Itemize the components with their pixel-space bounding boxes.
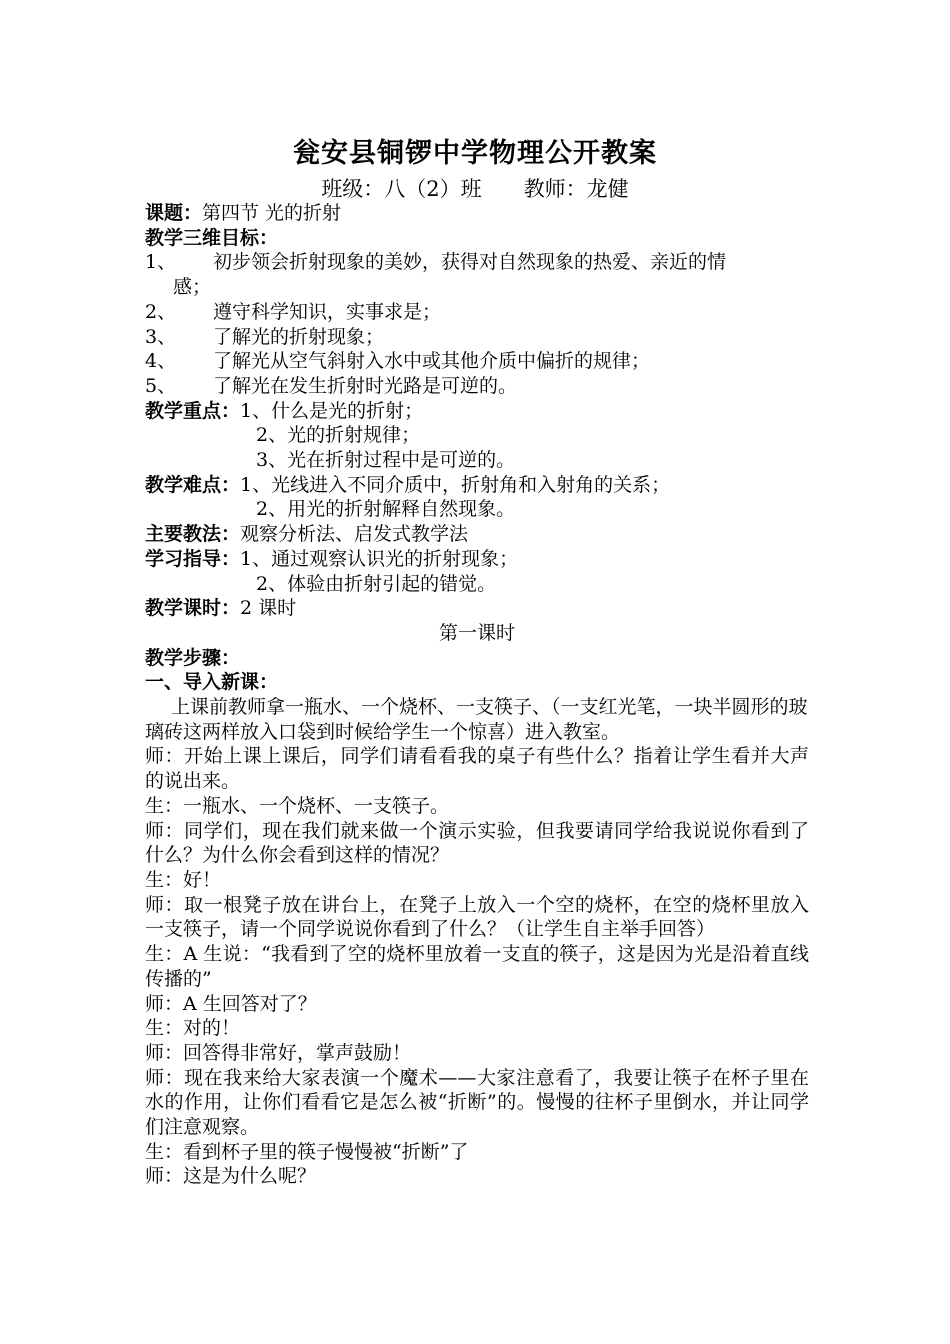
dialogue-line: 师：取一根凳子放在讲台上，在凳子上放入一个空的烧杯，在空的烧杯里放入一支筷子，请一个同学说说你看到了什么？（让学生自主举手回答）	[145, 893, 809, 941]
goal-item	[145, 250, 809, 275]
dialogue-line: 生：对的！	[145, 1017, 241, 1040]
dialogue-line: 师：回答得非常好，掌声鼓励！	[145, 1041, 412, 1064]
dialogue-line: 生：看到杯子里的筷子慢慢被“折断”了	[145, 1140, 469, 1163]
difficulty-item: 2、用光的折射解释自然现象。	[256, 498, 516, 521]
steps-heading: 教学步骤：	[145, 646, 241, 669]
dialogue-line: 生：一瓶水、一个烧杯、一支筷子。	[145, 794, 450, 817]
key-points-label: 教学重点：	[145, 399, 241, 422]
dialogue-line: 生：A 生说：“我看到了空的烧杯里放着一支直的筷子，这是因为光是沿着直线传播的”	[145, 943, 809, 990]
topic-label: 课题：	[145, 202, 203, 224]
hours-value: 2 课时	[240, 597, 297, 620]
goals-heading: 教学三维目标：	[145, 226, 279, 249]
methods-line	[145, 522, 809, 547]
goal-number: 4、	[145, 350, 177, 373]
dialogue-line: 生：好！	[145, 868, 222, 891]
goal-number: 1、	[145, 251, 177, 274]
document-title: 瓮安县铜锣中学物理公开教案	[293, 138, 657, 169]
difficulties-line	[145, 473, 809, 498]
goal-text: 了解光在发生折射时光路是可逆的。	[213, 374, 518, 397]
guidance-item: 1、通过观察认识光的折射现象；	[240, 547, 519, 570]
hours-label: 教学课时：	[145, 597, 241, 620]
goal-number: 5、	[145, 374, 177, 397]
dialogue-line: 师：A 生回答对了？	[145, 992, 317, 1015]
goal-item	[145, 349, 809, 374]
goal-item	[145, 374, 809, 399]
dialogue-line: 师：现在我来给大家表演一个魔术——大家注意看了，我要让筷子在杯子里在水的作用，让你们看看它是怎么被“折断”的。慢慢的往杯子里倒水，并让同学们注意观察。	[145, 1066, 809, 1139]
goal-text: 遵守科学知识，实事求是；	[213, 300, 442, 323]
difficulties-label: 教学难点：	[145, 473, 241, 496]
guidance-label: 学习指导：	[145, 547, 241, 570]
lesson-heading: 第一课时	[438, 621, 515, 644]
section-heading: 一、导入新课：	[145, 671, 279, 694]
guidance-item: 2、体验由折射引起的错觉。	[256, 572, 497, 595]
key-points-line	[145, 399, 809, 424]
key-point-item: 2、光的折射规律；	[256, 424, 421, 447]
class-teacher-line	[0, 173, 950, 203]
dialogue-line: 师：同学们，现在我们就来做一个演示实验，但我要请同学给我说说你看到了什么？为什么你会看到这样的情况？	[145, 819, 809, 867]
intro-paragraph: 上课前教师拿一瓶水、一个烧杯、一支筷子、（一支红光笔，一块半圆形的玻璃砖这两样放入口袋到时候给学生一个惊喜）进入教室。	[145, 696, 808, 743]
difficulty-item: 1、光线进入不同介质中，折射角和入射角的关系；	[240, 473, 671, 496]
topic-value: 第四节 光的折射	[202, 202, 342, 224]
guidance-line	[145, 547, 809, 572]
goal-text: 了解光从空气斜射入水中或其他介质中偏折的规律；	[213, 350, 651, 373]
goal-number: 2、	[145, 300, 177, 323]
key-point-item: 1、什么是光的折射；	[240, 399, 424, 422]
goal-item-continuation: 感；	[173, 276, 212, 299]
goal-item	[145, 325, 809, 350]
goal-text: 了解光的折射现象；	[213, 325, 385, 348]
methods-label: 主要教法：	[145, 523, 241, 546]
lesson-plan-body	[145, 201, 809, 1189]
dialogue-line: 师：开始上课上课后，同学们请看看我的桌子有些什么？指着让学生看并大声的说出来。	[145, 745, 809, 793]
hours-line	[145, 596, 809, 621]
goal-item	[145, 300, 809, 325]
methods-value: 观察分析法、启发式教学法	[240, 523, 469, 546]
goal-number: 3、	[145, 325, 177, 348]
class-info: 班级：八（2）班	[321, 177, 482, 201]
teacher-info: 教师：龙健	[523, 177, 629, 201]
dialogue-line: 师：这是为什么呢？	[145, 1165, 317, 1188]
key-point-item: 3、光在折射过程中是可逆的。	[256, 449, 516, 472]
goal-text: 初步领会折射现象的美妙，获得对自然现象的热爱、亲近的情	[213, 251, 727, 274]
topic-line	[145, 201, 809, 226]
